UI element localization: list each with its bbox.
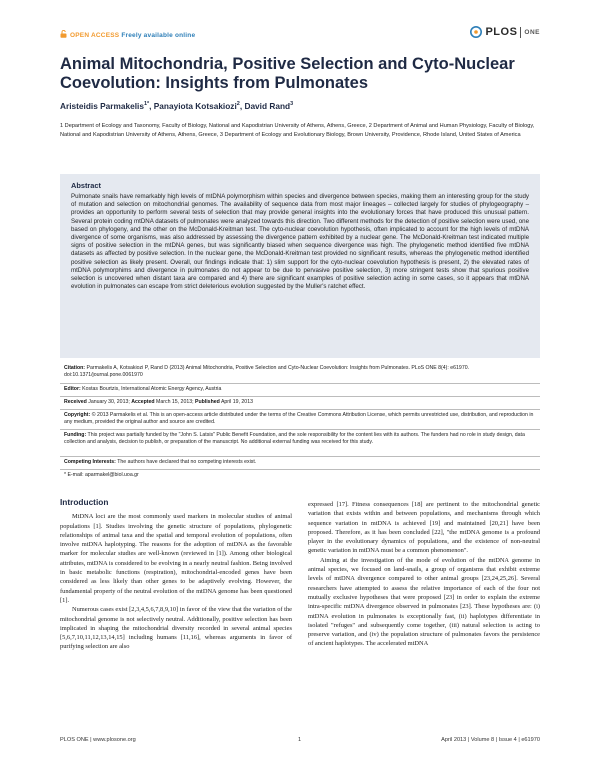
editor-text: Kostas Bourtzis, International Atomic Energy Agency, Austria	[82, 386, 222, 392]
introduction-heading: Introduction	[60, 497, 109, 507]
citation-text[interactable]: Parmakelis A, Kotsakiozi P, Rand D (2013) Animal Mitochondria, Positive Selection and Cyto-Nuclear Coevolution: Insights from Pulmonates. PLoS ONE 8(4): e61970. doi:10.1371/journal.pone.0061970	[64, 365, 470, 379]
author-name[interactable]: David Rand	[244, 101, 291, 111]
divider	[60, 409, 540, 410]
citation-line	[64, 365, 538, 379]
logo-divider	[520, 27, 521, 38]
affiliations: 1 Department of Ecology and Taxonomy, Faculty of Biology, National and Kapodistrian University of Athens, Athens, Greece, 2 Department of Animal and Human Physiology, Faculty of Biology, National and Kapodistrian University of Athens, Athens, Greece, 3 Department of Ecology and Evolutionary Biology, Brown University, Providence, Rhode Island, United States of America	[60, 123, 535, 138]
dates-line	[64, 399, 538, 406]
accepted-label: Accepted	[131, 399, 155, 405]
received-date: January 30, 2013;	[88, 399, 130, 405]
divider	[60, 429, 540, 430]
journal-header	[60, 26, 540, 48]
published-label: Published	[195, 399, 220, 405]
abstract-panel	[60, 174, 540, 358]
freely-available-label: Freely available online	[121, 32, 196, 39]
open-access-banner[interactable]	[60, 30, 195, 39]
divider	[60, 396, 540, 397]
abstract-heading: Abstract	[71, 181, 101, 190]
author-name[interactable]: Aristeidis Parmakelis	[60, 101, 144, 111]
body-paragraph: expressed [17]. Fitness consequences [18] are pertinent to the mitochondrial genetic variation that exists within and between populations, and mechanisms through which sequence variation in mtDNA is achieved [19] and maintained [20,21] have been proposed. Therefore, as it has been concluded [22], "the mtDNA genome is a profound player in the evolutionary dynamics of populations, and the existence of non-neutral genetic variation in mtDNA must be a common phenomenon".	[308, 501, 540, 555]
received-label: Received	[64, 399, 87, 405]
editor-line	[64, 386, 538, 393]
author-affiliation-marker: 3	[290, 101, 294, 108]
access-label: ACCESS	[91, 32, 120, 39]
copyright-line	[64, 412, 538, 426]
abstract-text: Pulmonate snails have remarkably high levels of mtDNA polymorphism within species and divergence between species, making them an interesting group for the study of mutation and selection on mitochondrial genomes. The availability of sequence data from most major lineages – collected largely for studies of phylogeography – provides an opportunity to perform several tests of selection that may provide general insights into the evolutionary forces that have produced this unusual pattern. Several protein coding mtDNA datasets of pulmonates were analyzed towards this direction. Two different methods for the detection of positive selection were used, one based on phylogeny, and the other on the McDonald-Kreitman test. The cyto-nuclear coevolution hypothesis, often implicated to account for the high levels of mtDNA divergence of some organisms, was also addressed by assessing the divergence pattern exhibited by a nuclear gene. The McDonald-Kreitman test indicated multiple signs of positive selection in the mtDNA genes, but was significantly biased when sequence divergence was high. The phylogenetic method identified five mtDNA datasets as affected by positive selection. In the nuclear gene, the McDonald-Kreitman test provided no significant results, whereas the phylogenetic method identified positive selection as likely present. Overall, our findings indicate that: 1) slim support for the cyto-nuclear coevolution hypothesis is present, 2) the elevated rates of mtDNA polymorphims and divergence in pulmonates do not appear to be due to pervasive positive selection, 3) more stringent tests show that spurious positive selection is uncovered when distant taxa are compared and 4) there are significant examples of positive selection acting in some cases, so it appears that mtDNA evolution in pulmonates can escape from strict deleterious evolution suggested by the Muller's ratchet effect.	[71, 193, 529, 291]
competing-label: Competing Interests:	[64, 459, 116, 465]
open-lock-icon	[60, 30, 67, 38]
footer-issue-info: April 2013 | Volume 8 | Issue 4 | e61970	[441, 737, 540, 743]
competing-interests-line	[64, 459, 538, 466]
competing-text: The authors have declared that no competing interests exist.	[117, 459, 257, 465]
author-list: Aristeidis Parmakelis$^{1*}$, Panayiota Kotsakiozi$^2$, David Rand$^3$	[60, 101, 294, 111]
article-title: Animal Mitochondria, Positive Selection and Cyto-Nuclear Coevolution: Insights from Pulmonates	[60, 55, 515, 92]
email-line[interactable]: * E-mail: aparmakel@biol.uoa.gr	[64, 472, 139, 478]
divider	[60, 456, 540, 457]
body-paragraph: Numerous cases exist [2,3,4,5,6,7,8,9,10] in favor of the view that the variation of the mitochondrial genome is not selectively neutral. Additionally, positive selection has been implicated in shaping the mitochondrial diversity recorded in several animal species [5,6,7,10,11,12,13,14,15] including humans [11,16], whereas arguments in favor of purifying selection are also	[60, 606, 292, 651]
author-name[interactable]: Panayiota Kotsakiozi	[153, 101, 237, 111]
copyright-text: © 2013 Parmakelis et al. This is an open-access article distributed under the terms of the Creative Commons Attribution License, which permits unrestricted use, distribution, and reproduction in any medium, provided the original author and source are credited.	[64, 412, 534, 426]
accepted-date: March 15, 2013;	[156, 399, 194, 405]
one-word: ONE	[524, 28, 540, 36]
body-paragraph: MtDNA loci are the most commonly used markers in molecular studies of animal populations [1]. Studies involving the genetic structure of populations, phylogenetic relationships of animal taxa and the spatial and temporal evolution of populations, often involve mtDNA haplotyping. The reasons for the adoption of mtDNA as the favorable marker for molecular studies are well-known (reviewed in [1]). Among other biological attributes, mtDNA is considered to be evolving in a nearly neutral fashion. Being involved in basic metabolic functions (respiration), mitochondrial-encoded genes have been considered as less likely than other genes to be adaptively evolving. However, the fundamental property of the neutral evolution of the mtDNA genome has been questioned [1].	[60, 513, 292, 604]
plos-word: PLOS	[485, 26, 518, 38]
published-date: April 19, 2013	[220, 399, 253, 405]
copyright-label: Copyright:	[64, 412, 91, 418]
body-paragraph: Aiming at the investigation of the mode of evolution of the mtDNA genome in animal species, we focused on land-snails, a group of organisms that exhibit extreme levels of mtDNA divergence compared to other animal groups [23,24,25,26]. Several researchers have attempted to assess the relative importance of each of the four not mutually exclusive hypotheses that were proposed [23] in order to explain the extreme intra-specific mtDNA divergence observed in pulmonates [23]. These hypotheses are: (i) mtDNA evolution in pulmonates is exceptionally fast, (ii) haplotypes differentiate in isolated "refuges" and subsequently come together, (iii) natural selection is acting to preserve variation, and (iv) the population structure of pulmonates favors the persistence of ancient haplotypes. The accelerated mtDNA	[308, 556, 540, 648]
author-affiliation-marker: 1*	[143, 101, 150, 108]
footer-journal-link[interactable]: PLOS ONE | www.plosone.org	[60, 737, 136, 743]
divider	[60, 383, 540, 384]
body-column-left	[60, 498, 292, 652]
plos-one-logo[interactable]	[470, 26, 540, 38]
page-number: 1	[298, 737, 302, 743]
page-footer	[60, 737, 540, 747]
funding-line	[64, 432, 538, 446]
author-affiliation-marker: 2	[236, 101, 240, 108]
body-column-right	[308, 500, 540, 649]
open-label: OPEN	[70, 32, 90, 39]
citation-label: Citation:	[64, 365, 86, 371]
plos-mark-icon	[470, 26, 482, 38]
funding-label: Funding:	[64, 432, 87, 438]
divider	[60, 469, 540, 470]
editor-label: Editor:	[64, 386, 81, 392]
funding-text: This project was partially funded by the "John S. Latsis" Public Benefit Foundation, and the sole responsibility for the content lies with its authors. The funders had no role in study design, data collection and analysis, decision to publish, or preparation of the manuscript. No additional external funding was received for this study.	[64, 432, 525, 446]
